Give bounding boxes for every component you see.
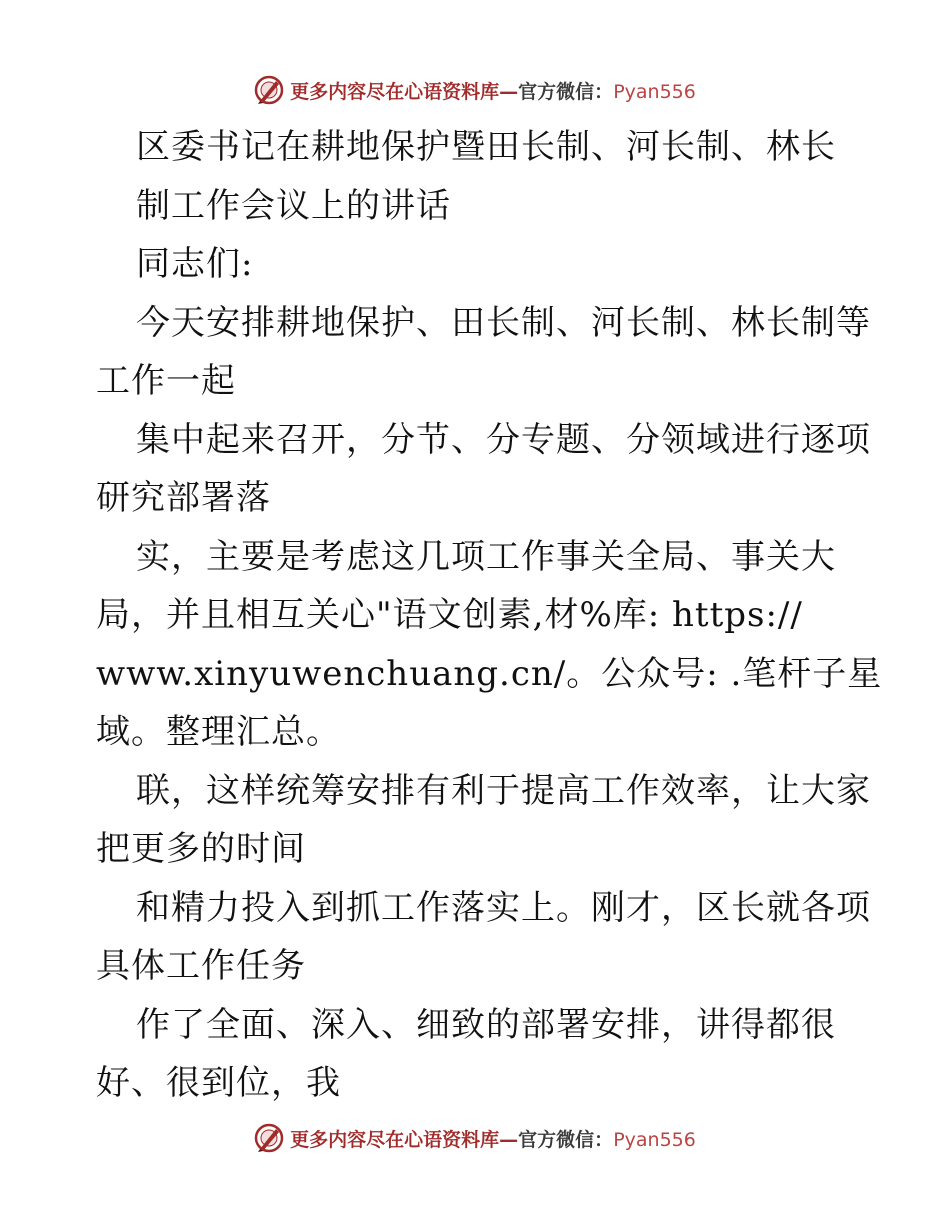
text-line: 具体工作任务 <box>96 946 306 986</box>
banner-main-text: 更多内容尽在心语资料库 <box>290 80 500 103</box>
document-body <box>96 118 883 1113</box>
banner-wechat-id: Pyan556 <box>613 1128 696 1151</box>
banner-text <box>290 77 696 104</box>
text-line: 研究部署落 <box>96 478 271 518</box>
pen-logo-icon <box>254 1123 284 1153</box>
banner-wechat-id: Pyan556 <box>613 80 696 103</box>
footer-banner <box>0 1118 950 1158</box>
text-line: 联，这样统筹安排有利于提高工作效率，让大家 <box>136 770 871 811</box>
text-line: 制工作会议上的讲话 <box>136 185 451 226</box>
text-line: 作了全面、深入、细致的部署安排，讲得都很 <box>136 1004 836 1045</box>
text-line: 把更多的时间 <box>96 829 306 869</box>
banner-dash: — <box>499 1128 519 1151</box>
text-line: 同志们: <box>136 244 254 284</box>
pen-logo-icon <box>254 75 284 105</box>
text-line: 和精力投入到抓工作落实上。刚才，区长就各项 <box>136 887 871 928</box>
text-line: 域。整理汇总。 <box>96 712 341 752</box>
text-line: 局，并且相互关心"语文创素,材%库: https:// <box>96 595 803 635</box>
banner-dash: — <box>499 80 519 103</box>
banner-official-label: 官方微信： <box>518 1128 614 1151</box>
banner-text <box>290 1125 696 1152</box>
text-line: 工作一起 <box>96 361 236 401</box>
text-line: 今天安排耕地保护、田长制、河长制、林长制等 <box>136 302 871 343</box>
text-line: 集中起来召开，分节、分专题、分领域进行逐项 <box>136 419 871 460</box>
banner-official-label: 官方微信： <box>518 80 614 103</box>
text-line: 区委书记在耕地保护暨田长制、河长制、林长 <box>136 127 836 167</box>
banner-main-text: 更多内容尽在心语资料库 <box>290 1128 500 1151</box>
text-line: 实，主要是考虑这几项工作事关全局、事关大 <box>136 536 836 577</box>
text-line: 好、很到位，我 <box>96 1063 341 1103</box>
text-line: www.xinyuwenchuang.cn/。公众号: .笔杆子星 <box>96 653 883 694</box>
header-banner <box>0 70 950 110</box>
